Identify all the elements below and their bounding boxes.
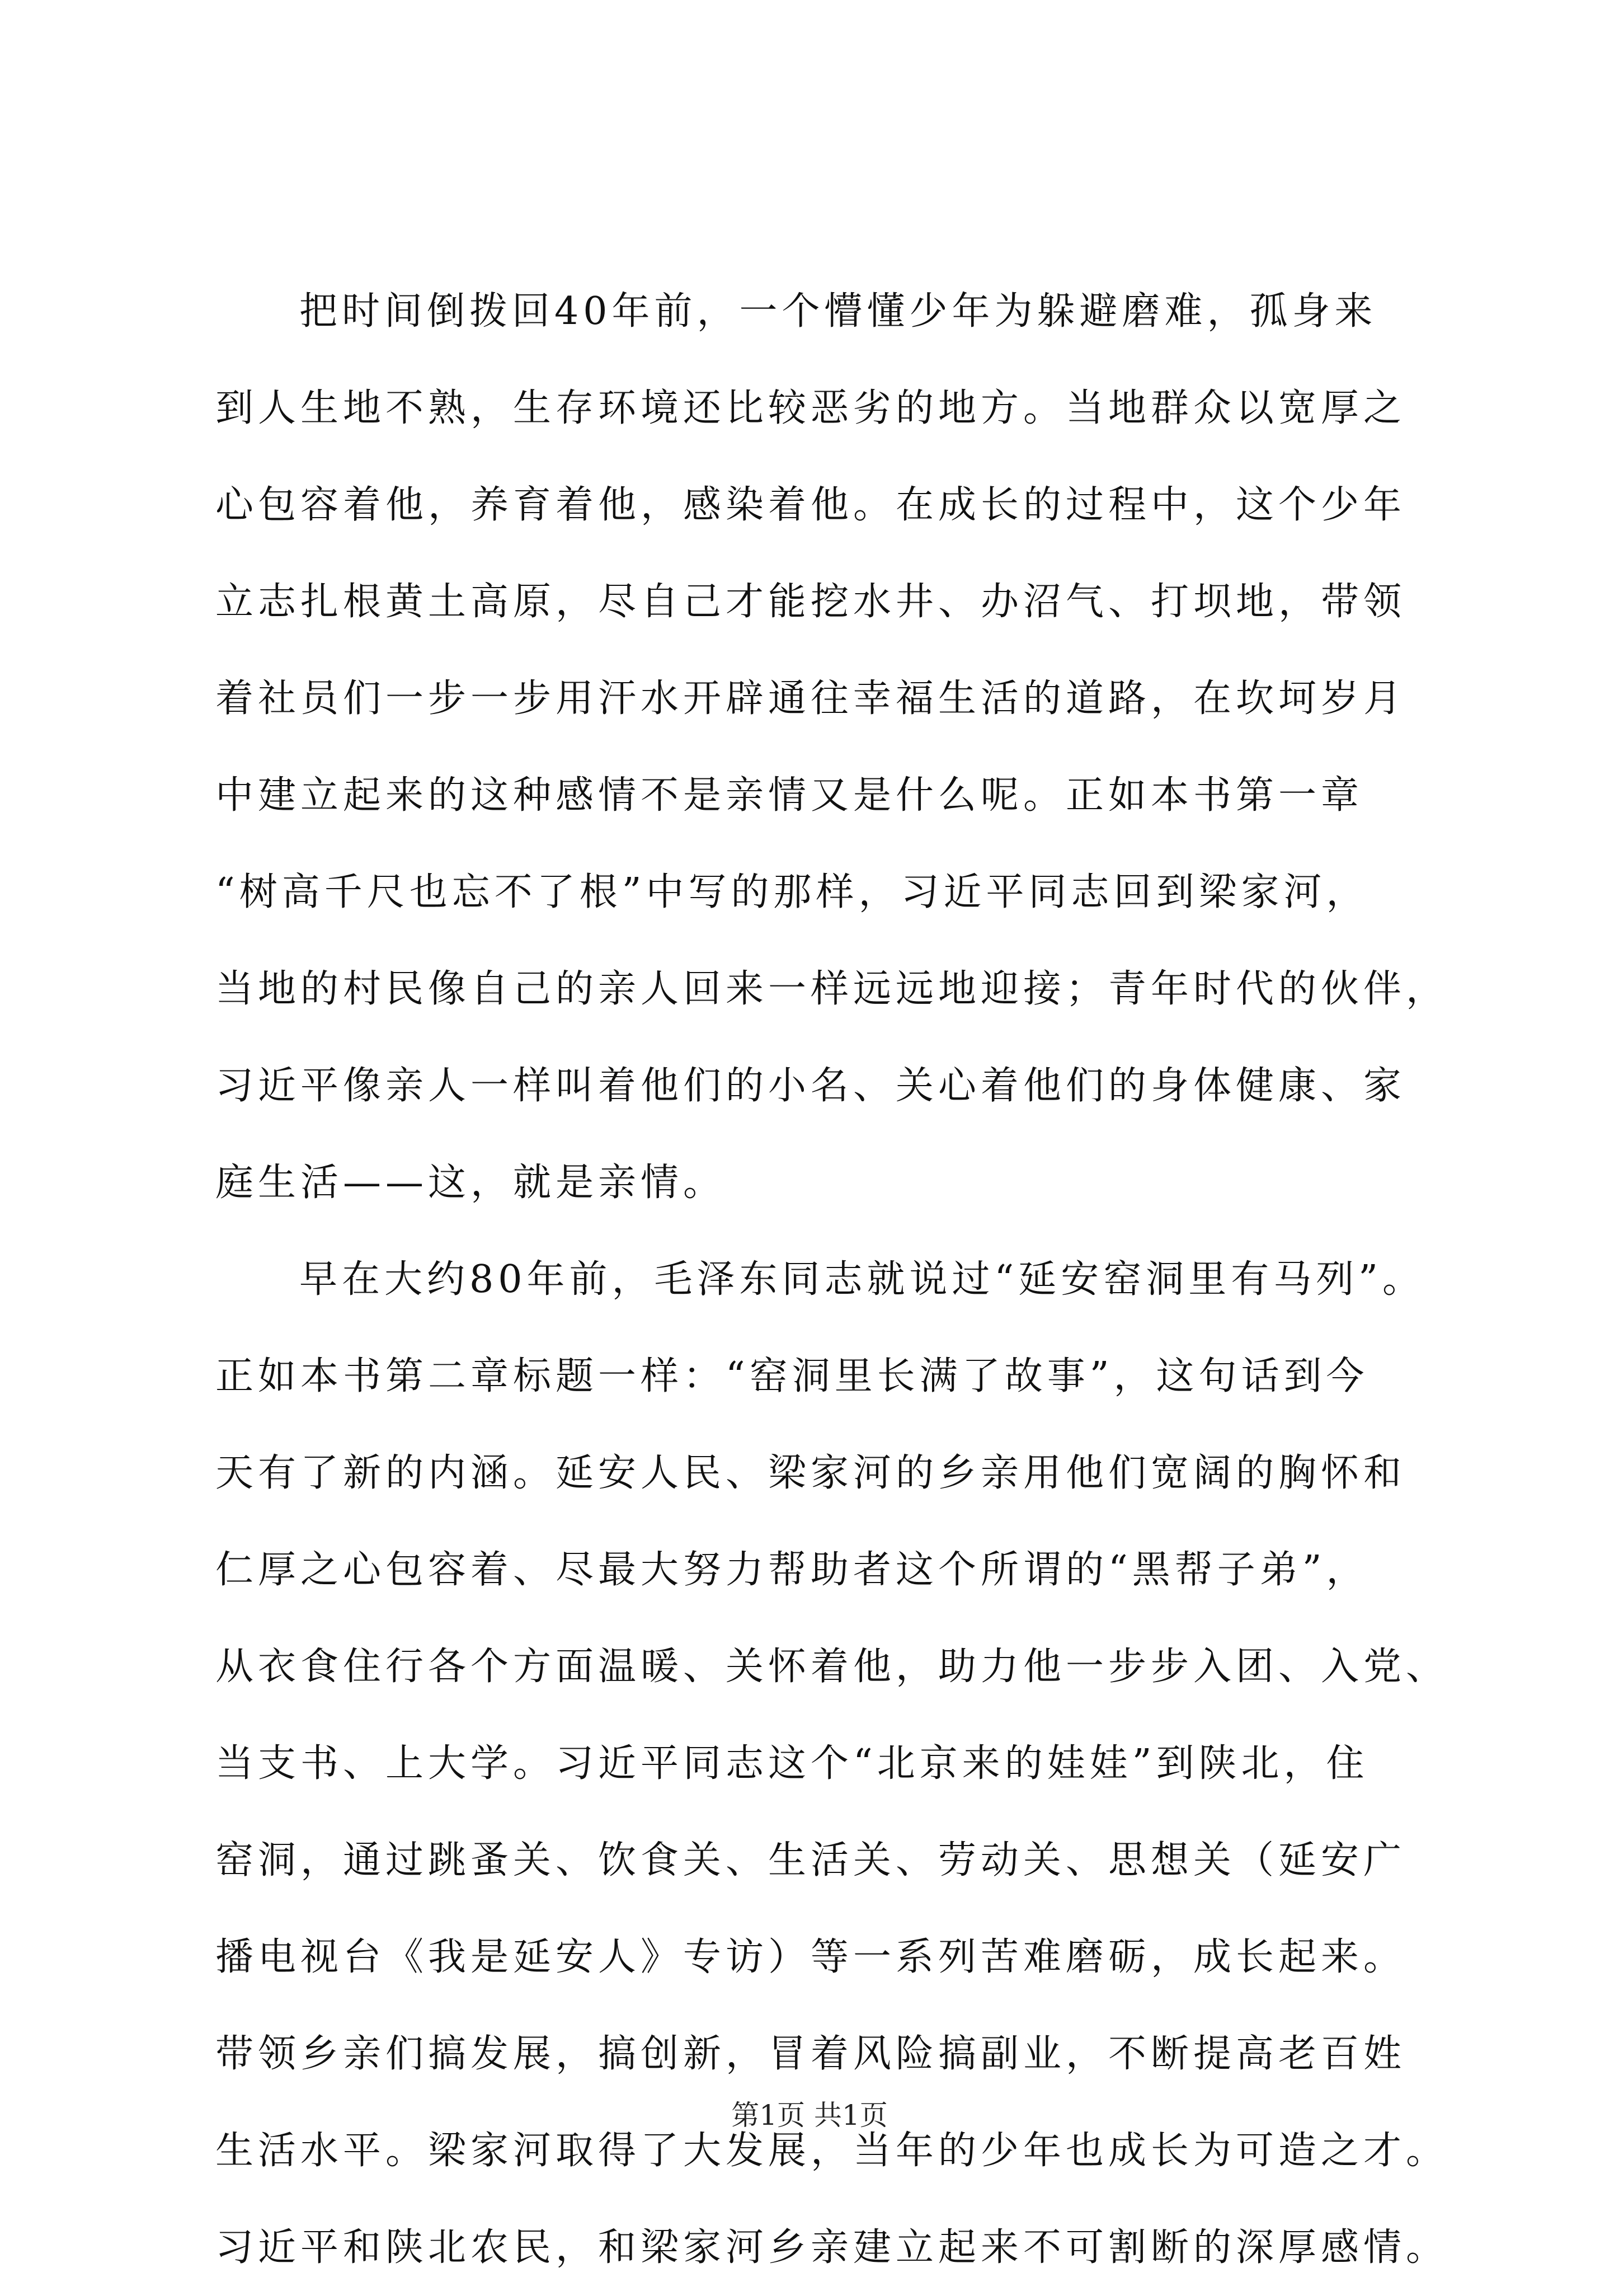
paragraph-2-line-11: 习近平和陕北农民，和梁家河乡亲建立起来不可割断的深厚感情。 (215, 2225, 1449, 2270)
paragraph-1-line-4: 立志扎根黄土高原，尽自己才能挖水井、办沼气、打坝地，带领 (215, 580, 1406, 624)
paragraph-2-line-5: 从衣食住行各个方面温暖、关怀着他，助力他一步步入团、入党、 (215, 1645, 1449, 1689)
paragraph-1 (215, 263, 1449, 1231)
paragraph-2-line-1: 早在大约80年前，毛泽东同志就说过“延安窑洞里有马列”。 (299, 1257, 1425, 1302)
page-footer (0, 2096, 1619, 2135)
paragraph-1-line-9: 习近平像亲人一样叫着他们的小名、关心着他们的身体健康、家 (215, 1064, 1406, 1108)
paragraph-2-line-4: 仁厚之心包容着、尽最大努力帮助者这个所谓的“黑帮子弟”， (215, 1548, 1369, 1592)
paragraph-2-line-9: 带领乡亲们搞发展，搞创新，冒着风险搞副业，不断提高老百姓 (215, 2032, 1406, 2076)
paragraph-1-line-3: 心包容着他，养育着他，感染着他。在成长的过程中，这个少年 (215, 483, 1406, 527)
paragraph-2-line-2: 正如本书第二章标题一样：“窑洞里长满了故事”，这句话到今 (215, 1354, 1369, 1398)
page-number-label: 第1页 共1页 (731, 2099, 888, 2131)
paragraph-2-line-7: 窑洞，通过跳蚤关、饮食关、生活关、劳动关、思想关（延安广 (215, 1838, 1406, 1882)
paragraph-1-line-1: 把时间倒拨回40年前，一个懵懂少年为躲避磨难，孤身来 (299, 289, 1377, 334)
paragraph-1-line-2: 到人生地不熟，生存环境还比较恶劣的地方。当地群众以宽厚之 (215, 386, 1406, 430)
paragraph-1-line-8: 当地的村民像自己的亲人回来一样远远地迎接；青年时代的伙伴， (215, 967, 1449, 1011)
paragraph-1-line-5: 着社员们一步一步用汗水开辟通往幸福生活的道路，在坎坷岁月 (215, 677, 1406, 721)
paragraph-2-line-6: 当支书、上大学。习近平同志这个“北京来的娃娃”到陕北，住 (215, 1741, 1369, 1786)
paragraph-2-line-3: 天有了新的内涵。延安人民、梁家河的乡亲用他们宽阔的胸怀和 (215, 1451, 1406, 1495)
document-body (215, 263, 1449, 2296)
paragraph-1-line-6: 中建立起来的这种感情不是亲情又是什么呢。正如本书第一章 (215, 773, 1364, 818)
paragraph-2-line-8: 播电视台《我是延安人》专访）等一系列苦难磨砺，成长起来。 (215, 1935, 1406, 1979)
paragraph-2 (215, 1231, 1449, 2296)
paragraph-1-line-10: 庭生活——这，就是亲情。 (215, 1161, 726, 1205)
paragraph-2-line-10: 生活水平。梁家河取得了大发展，当年的少年也成长为可造之才。 (215, 2129, 1449, 2173)
paragraph-1-line-7: “树高千尺也忘不了根”中写的那样，习近平同志回到梁家河， (215, 870, 1369, 914)
